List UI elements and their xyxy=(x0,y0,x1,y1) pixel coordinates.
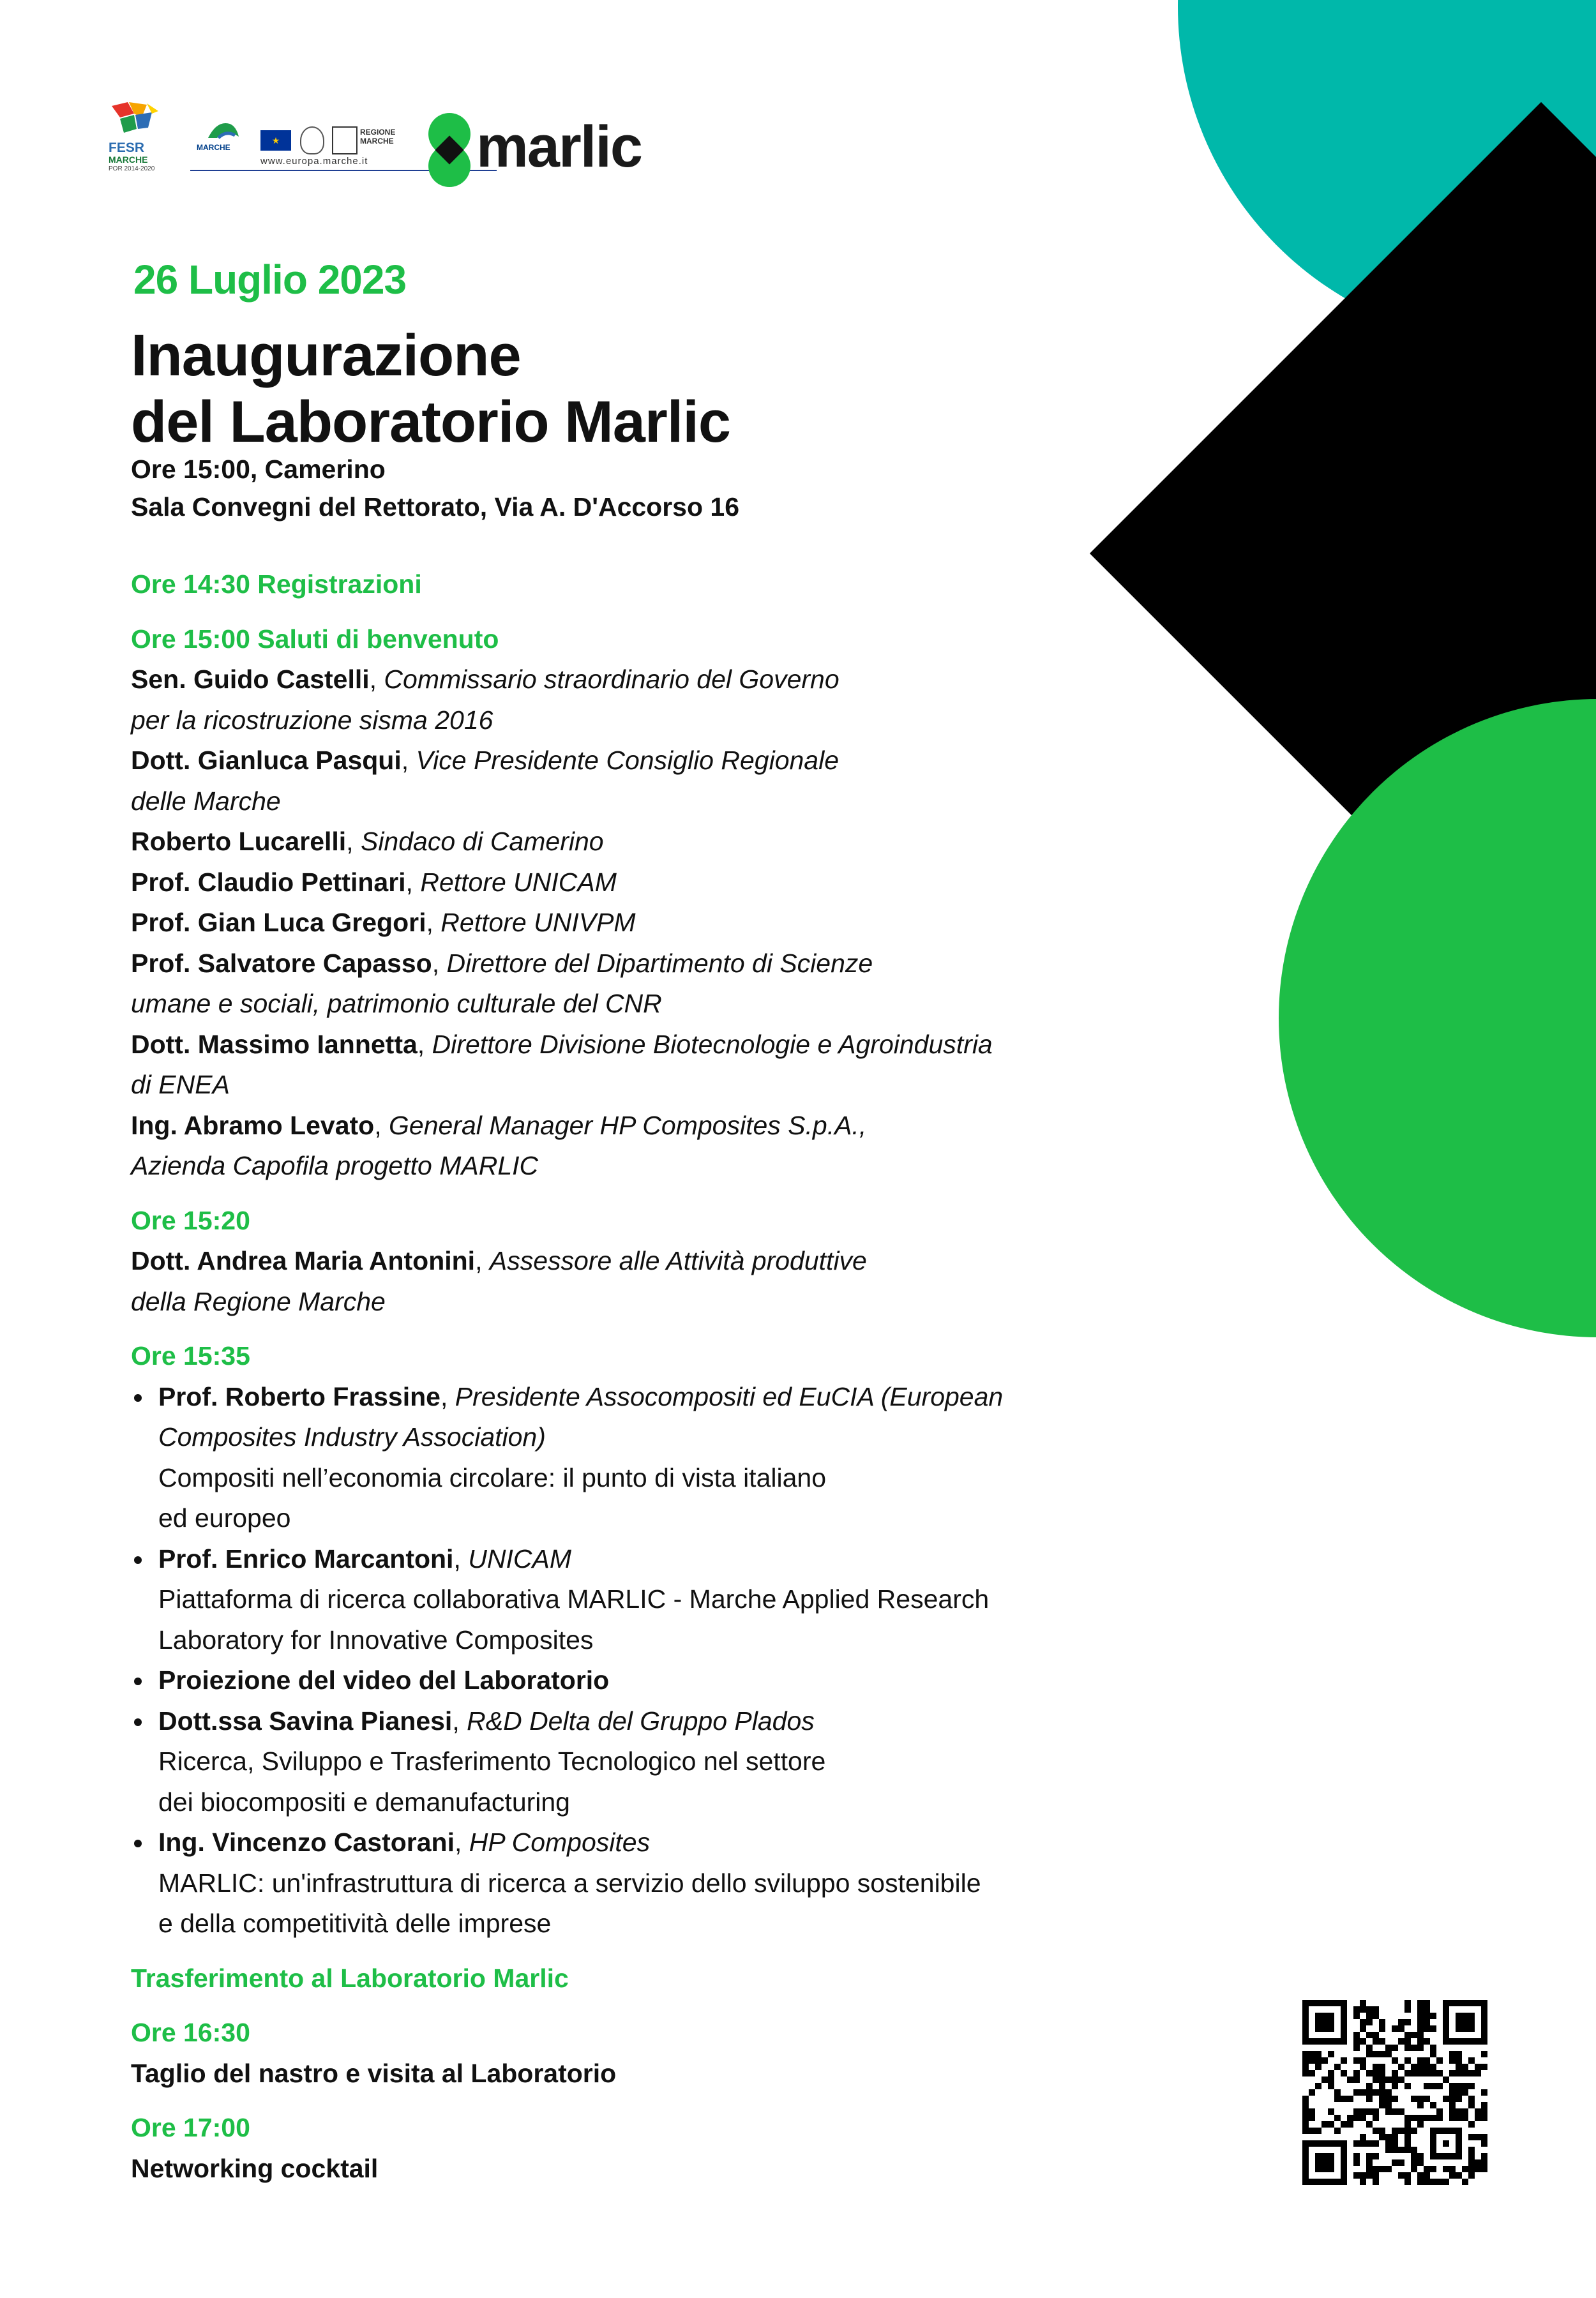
talk-topic: Ricerca, Sviluppo e Trasferimento Tecnologico nel settore xyxy=(158,1746,826,1776)
transfer-heading: Trasferimento al Laboratorio Marlic xyxy=(131,1963,569,1993)
slot-1630-text: Taglio del nastro e visita al Laboratorio xyxy=(131,2058,617,2088)
talk-speaker: Ing. Vincenzo Castorani xyxy=(158,1828,455,1857)
speaker-item: Dott. Andrea Maria Antonini, Assessore alle Attività produttive della Regione Marche xyxy=(131,1241,1178,1322)
speaker-name: Roberto Lucarelli xyxy=(131,827,347,856)
talk-item: Prof. Enrico Marcantoni, UNICAM Piattaforma di ricerca collaborativa MARLIC - Marche Applied Research Laboratory for Innovative Composites xyxy=(131,1539,1178,1661)
talk-speaker: Prof. Enrico Marcantoni xyxy=(158,1543,454,1573)
marche-label: MARCHE xyxy=(197,143,230,152)
fesr-mark-icon xyxy=(109,101,160,140)
welcome-heading: Ore 15:00 Saluti di benvenuto xyxy=(131,624,499,654)
slot-1520-heading: Ore 15:20 xyxy=(131,1205,250,1235)
speaker-item: Roberto Lucarelli, Sindaco di Camerino xyxy=(131,827,604,856)
speaker-role: Rettore UNICAM xyxy=(420,867,617,897)
speaker-name: Ing. Abramo Levato xyxy=(131,1110,375,1140)
regione-label: REGIONE MARCHE xyxy=(360,128,396,146)
speaker-role: Direttore del Dipartimento di Scienze xyxy=(446,948,873,978)
talk-item xyxy=(131,1660,1178,1701)
speaker-role: Vice Presidente Consiglio Regionale xyxy=(416,746,839,775)
talk-role: R&D Delta del Gruppo Plados xyxy=(467,1706,815,1736)
slot-1700-text: Networking cocktail xyxy=(131,2153,379,2183)
speaker-role: Commissario straordinario del Governo xyxy=(384,665,839,694)
event-title-line-2: del Laboratorio Marlic xyxy=(131,389,731,454)
fesr-title: FESR xyxy=(109,140,145,155)
speaker-item: Ing. Abramo Levato, General Manager HP Composites S.p.A., Azienda Capofila progetto MARLIC xyxy=(131,1106,1178,1187)
green-circle-decoration xyxy=(1279,699,1596,1337)
speaker-name: Dott. Massimo Iannetta xyxy=(131,1029,418,1059)
talk-topic-cont: dei biocompositi e demanufacturing xyxy=(158,1787,570,1817)
talk-topic-cont: Laboratory for Innovative Composites xyxy=(158,1625,594,1655)
speaker-role: Rettore UNIVPM xyxy=(440,908,636,937)
talk-speaker: Proiezione del video del Laboratorio xyxy=(158,1665,610,1695)
event-location xyxy=(131,451,739,526)
speaker-role: Sindaco di Camerino xyxy=(360,827,604,856)
speaker-role-cont: umane e sociali, patrimonio culturale del CNR xyxy=(131,989,662,1018)
talk-topic-cont: e della competitività delle imprese xyxy=(158,1909,552,1938)
talk-topic: Compositi nell’economia circolare: il punto di vista italiano xyxy=(158,1462,827,1492)
talk-item: Prof. Roberto Frassine, Presidente Assocompositi ed EuCIA (European Composites Industry Association) Compositi nell’economia circolare: il punto di vista italiano ed europeo xyxy=(131,1377,1178,1539)
marche-mark-icon xyxy=(204,119,243,143)
event-date: 26 Luglio 2023 xyxy=(133,257,407,303)
speaker-name: Prof. Claudio Pettinari xyxy=(131,867,406,897)
qr-code-icon[interactable] xyxy=(1302,2000,1487,2185)
registration-heading: Ore 14:30 Registrazioni xyxy=(131,569,422,599)
marlic-wordmark: marlic xyxy=(476,114,642,179)
speaker-role-cont: Azienda Capofila progetto MARLIC xyxy=(131,1151,539,1180)
speaker-name: Dott. Gianluca Pasqui xyxy=(131,746,402,775)
speaker-item: Sen. Guido Castelli, Commissario straordinario del Governo per la ricostruzione sisma 2016 xyxy=(131,659,1178,740)
italy-emblem-icon xyxy=(300,126,324,154)
talk-topic-cont: ed europeo xyxy=(158,1503,291,1533)
speaker-role-cont: della Regione Marche xyxy=(131,1286,386,1316)
speaker-role-cont: di ENEA xyxy=(131,1070,230,1099)
speaker-item: Prof. Salvatore Capasso, Direttore del Dipartimento di Scienze umane e sociali, patrimonio culturale del CNR xyxy=(131,943,1178,1025)
talk-item: Dott.ssa Savina Pianesi, R&D Delta del Gruppo Plados Ricerca, Sviluppo e Trasferimento Tecnologico nel settore dei biocompositi e demanufacturing xyxy=(131,1701,1178,1823)
talk-role-cont: Composites Industry Association) xyxy=(158,1422,546,1452)
speaker-role: Direttore Divisione Biotecnologie e Agroindustria xyxy=(432,1029,993,1059)
regione-marche-emblem-icon xyxy=(332,126,358,154)
speaker-name: Sen. Guido Castelli xyxy=(131,665,370,694)
event-title-line-1: Inaugurazione xyxy=(131,323,521,388)
talk-role: UNICAM xyxy=(468,1543,571,1573)
speaker-name: Prof. Salvatore Capasso xyxy=(131,948,432,978)
event-title xyxy=(131,322,730,455)
fesr-logo xyxy=(109,101,166,177)
marche-logo xyxy=(190,119,254,163)
event-time-place: Ore 15:00, Camerino xyxy=(131,454,386,484)
talk-role: HP Composites xyxy=(469,1828,651,1857)
speaker-role-cont: delle Marche xyxy=(131,786,281,816)
slot-1630-heading: Ore 16:30 xyxy=(131,2018,250,2047)
talk-speaker: Prof. Roberto Frassine xyxy=(158,1381,440,1411)
slot-1700-heading: Ore 17:00 xyxy=(131,2113,250,2142)
talk-speaker: Dott.ssa Savina Pianesi xyxy=(158,1706,453,1736)
speaker-role: General Manager HP Composites S.p.A., xyxy=(389,1110,867,1140)
programme xyxy=(131,564,1178,2189)
speaker-name: Prof. Gian Luca Gregori xyxy=(131,908,426,937)
eu-flag-icon: ★ xyxy=(260,130,291,151)
speaker-role: Assessore alle Attività produttive xyxy=(489,1246,867,1275)
event-venue: Sala Convegni del Rettorato, Via A. D'Accorso 16 xyxy=(131,492,740,522)
speaker-name: Dott. Andrea Maria Antonini xyxy=(131,1246,476,1275)
fesr-region: MARCHE xyxy=(109,154,148,165)
talk-topic: Piattaforma di ricerca collaborativa MARLIC - Marche Applied Research xyxy=(158,1584,990,1614)
talk-item: Ing. Vincenzo Castorani, HP Composites MARLIC: un'infrastruttura di ricerca a servizio dello sviluppo sostenibile e della competitività delle imprese xyxy=(131,1822,1178,1944)
speaker-item: Dott. Massimo Iannetta, Direttore Divisione Biotecnologie e Agroindustria di ENEA xyxy=(131,1025,1178,1106)
speaker-role-cont: per la ricostruzione sisma 2016 xyxy=(131,705,493,735)
speaker-item: Prof. Claudio Pettinari, Rettore UNICAM xyxy=(131,867,617,897)
talk-role: Presidente Assocompositi ed EuCIA (European xyxy=(455,1381,1004,1411)
fesr-period: POR 2014-2020 xyxy=(109,165,155,172)
speaker-item: Dott. Gianluca Pasqui, Vice Presidente Consiglio Regionale delle Marche xyxy=(131,740,1178,822)
marlic-logo-mark-icon xyxy=(426,112,472,188)
marlic-logo xyxy=(426,112,669,188)
slot-1535-heading: Ore 15:35 xyxy=(131,1341,250,1371)
site-url: www.europa.marche.it xyxy=(260,156,368,167)
talk-topic: MARLIC: un'infrastruttura di ricerca a servizio dello sviluppo sostenibile xyxy=(158,1868,981,1898)
speaker-item: Prof. Gian Luca Gregori, Rettore UNIVPM xyxy=(131,908,636,937)
